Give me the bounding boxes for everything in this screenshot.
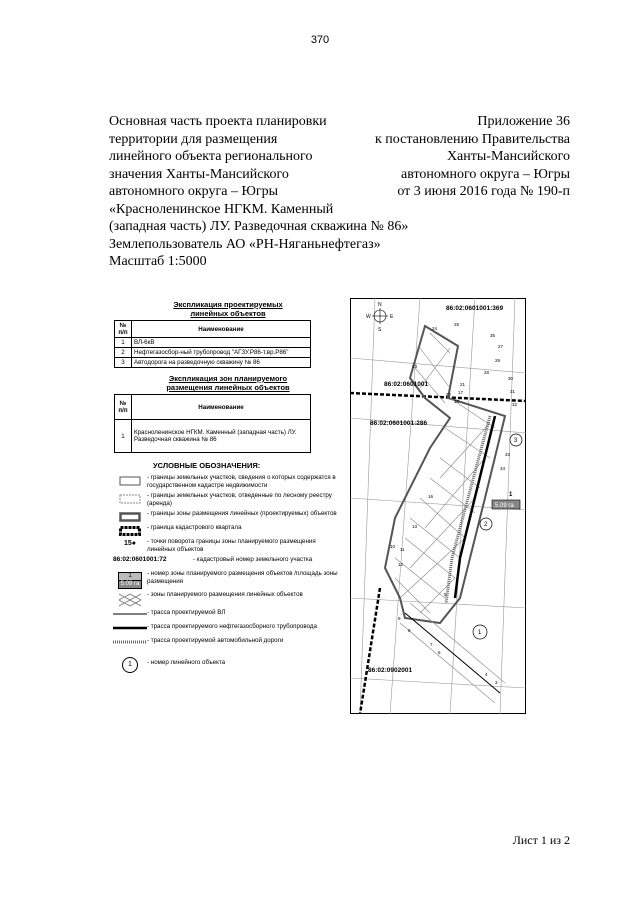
row-name: Красноленинское НГКМ. Каменный (западная часть) ЛУ. Разведочная скважина № 86 [132,420,311,453]
row-num: 1 [115,338,132,348]
point-label: 18 [454,399,460,404]
legend-item [113,637,343,649]
legend-text: - трасса проектируемого нефтегазосборного трубопровода [147,623,317,630]
object-2-label: 2 [484,522,488,528]
point-label: 16 [428,494,434,499]
legend-text: - граница кадастрового квартала [147,524,242,531]
title-line: автономного округа – Югры [109,184,278,199]
point-label: 33 [505,452,511,457]
col-name-header: Наименование [132,395,311,420]
power-line-symbol [113,611,147,617]
table-header-row [115,321,311,338]
legend-item [113,609,343,621]
col-name-header: Наименование [132,321,311,338]
site-plan-map [350,298,526,714]
landuser-line: Землепользователь АО «РН-Няганьнефтегаз» [109,236,381,252]
point-label: 30 [508,376,514,381]
legend-text: - трасса проектируемой автомобильной дороги [147,637,284,644]
point-label: 34 [500,466,506,471]
title-line: (западная часть) ЛУ. Разведочная скважина № 86» [109,219,409,234]
row-num: 2 [115,348,132,358]
point-label: 31 [510,389,516,394]
linear-objects-table [114,320,311,368]
legend-text: - границы зоны размещения линейных (проектируемых) объектов [147,510,337,517]
legend-text: - номер линейного объекта [147,659,226,666]
appendix-line: Ханты-Мансийского [446,149,570,164]
parcel-label-top: 86:02:0601001:369 [446,305,504,312]
map-drawing [350,298,526,714]
zone-boundary-symbol [119,512,141,522]
legend-panel [113,300,343,675]
page-number: 370 [310,34,330,46]
col-num-header: № п/п [115,395,132,420]
legend-text: - кадастровый номер земельного участка [193,556,313,563]
point-label: 21 [460,382,466,387]
table-header-row [115,395,311,420]
legend-item [113,474,343,490]
legend-text: - номер зоны планируемого размещения объектов /площадь зоны размещения [147,570,338,585]
title-line: значения Ханты-Мансийского [109,166,289,182]
object-3-label: 3 [514,438,518,444]
table2-title-line: размещения линейных объектов [166,383,290,392]
pipeline-symbol [113,625,147,631]
point-label: 29 [495,358,501,363]
zone-area: 5.09 га [495,503,514,509]
point-label: 32 [512,402,518,407]
legend-item [113,524,343,536]
zone-symbol-area: 5.09 га [120,581,140,587]
compass-e: E [390,314,394,320]
point-label: 4 [485,672,488,677]
legend-item [113,492,343,508]
zone-number-symbol [118,572,142,589]
legend-item: 15 ● - точки поворота границы зоны планируемого размещения линейных объектов [113,538,343,554]
title-line: «Красноленинское НГКМ. Каменный [109,201,334,217]
forest-lease-symbol [119,494,141,504]
point-label: 10 [390,544,396,549]
point-label: 28 [484,370,490,375]
zones-table [114,394,311,453]
turn-point-symbol: 15 [123,540,132,547]
appendix-line: Приложение 36 [477,114,570,129]
appendix-line: от 3 июня 2016 года № 190-п [397,184,570,199]
table-row [115,358,311,368]
col-num-header: № п/п [115,321,132,338]
scale-line: Масштаб 1:5000 [109,254,207,269]
row-num: 3 [115,358,132,368]
road-symbol [113,639,147,645]
point-label: 22 [446,392,452,397]
point-label: 6 [438,650,441,655]
point-label: 8 [408,628,411,633]
legend-text: - точки поворота границы зоны планируемого размещения линейных объектов [147,538,316,553]
point-label: 12 [398,562,404,567]
legend-item [113,591,343,607]
point-label: 23 [412,364,418,369]
table1-title-line: Экспликация проектируемых [173,300,283,309]
legend-text: - трасса проектируемой ВЛ [147,609,226,616]
point-label: 9 [398,616,401,621]
point-label: 3 [495,680,498,685]
point-label: 25 [454,322,460,327]
legend-item [113,570,343,589]
compass-n: N [378,302,382,308]
table-row [115,348,311,358]
title-line: территории для размещения [109,131,278,147]
legend-item [113,556,343,568]
row-name: Автодорога на разведочную скважину № 86 [132,358,311,368]
legend-text: - границы земельных участков, отведенные по лесному реестру (аренда) [147,492,332,507]
legend-item [113,510,343,522]
table-row [115,420,311,453]
legend-item [113,623,343,635]
point-label: 7 [430,642,433,647]
cadastral-parcel-symbol [119,476,141,486]
title-line: линейного объекта регионального [109,149,313,164]
sheet-number: Лист 1 из 2 [512,833,570,847]
table2-title-line: Экспликация зон планируемого [168,374,288,383]
compass-s: S [378,327,382,333]
point-label: 13 [412,524,418,529]
quarter-boundary-symbol [119,526,141,536]
zone-hatch-symbol [118,593,142,607]
row-num: 1 [115,420,132,453]
legend-item [113,655,343,673]
point-label: 11 [400,547,405,552]
title-line: Основная часть проекта планировки [109,114,327,129]
object-1-label: 1 [478,630,482,636]
zone-symbol-number: 1 [128,573,132,579]
appendix-line: автономного округа – Югры [401,166,570,182]
row-name: ВЛ-6кВ [132,338,311,348]
point-label: 17 [458,390,464,395]
table2-title [113,374,343,392]
cadastral-number-symbol: 86:02:0601001:72 [113,556,167,563]
legend-text: - границы земельных участков, сведения о которых содержатся в государственном кадастре недвижимости [147,474,336,489]
point-label: 35 [490,333,496,338]
table-row [115,338,311,348]
point-label: 24 [432,326,438,331]
zone-number: 1 [509,492,513,498]
table1-title [113,300,343,318]
point-label: 27 [498,344,504,349]
parcel-label-mid: 86:02:0601001:286 [370,420,428,427]
point-label: 5 [444,592,447,597]
compass-w: W [366,314,371,320]
legend-title: УСЛОВНЫЕ ОБОЗНАЧЕНИЯ: [153,461,261,470]
legend-text: - зоны планируемого размещения линейных объектов [147,591,303,598]
quarter-label-bottom: 86:02:0902001 [368,667,413,674]
quarter-label-mid: 86:02:0601001 [384,381,429,388]
appendix-block [330,113,570,201]
object-number-symbol: 1 [122,657,138,673]
row-name: Нефтегазосбор-ный трубопровод "АГЗУ.Р86-т.вр.Р86" [132,348,311,358]
appendix-line: к постановлению Правительства [374,131,570,147]
table1-title-line: линейных объектов [190,309,266,318]
